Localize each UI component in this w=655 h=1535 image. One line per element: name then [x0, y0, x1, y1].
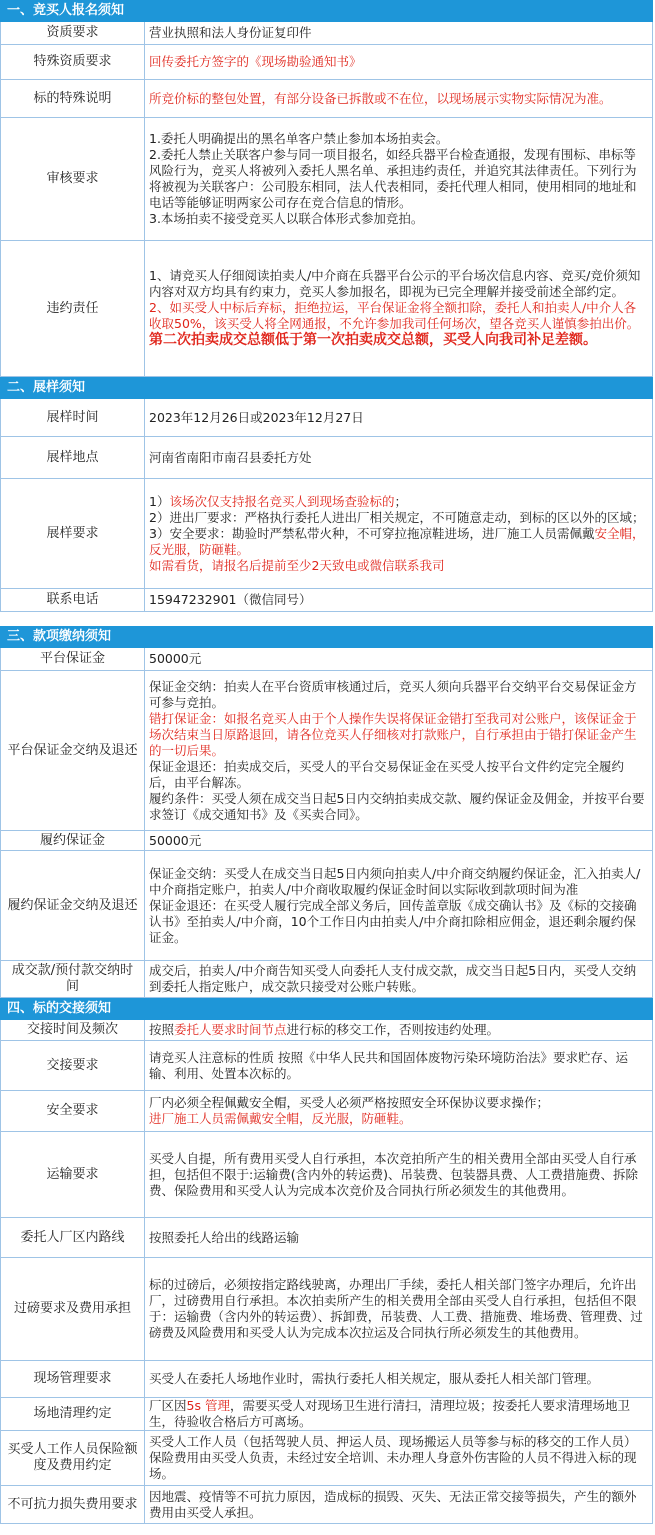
text: 进行标的移交工作，否则按违约处理。: [286, 1022, 500, 1037]
paragraph: 如需看货，请报名后提前至少2天致电或微信联系我司: [149, 557, 445, 573]
section-header-viewing: 二、展样须知: [0, 377, 653, 399]
paragraph: 2、如买受人中标后弃标，拒绝拉运，平台保证金将全额扣除，委托人和拍卖人/中介人各收取50%，该买受人将全网通报，不允许参加我司任何场次，望各竞买人谨慎参拍出价。: [149, 300, 640, 331]
row-value: 营业执照和法人身份证复印件: [149, 25, 312, 40]
paragraph: 保证金交纳：拍卖人在平台资质审核通过后，竞买人须向兵器平台交纳平台交易保证金方可参与竞拍。: [149, 678, 637, 710]
row-label: 展样地点: [1, 437, 145, 478]
paragraph: [149, 1398, 648, 1430]
table-row: [0, 479, 653, 589]
row-label: 违约责任: [1, 241, 145, 376]
table-row: [0, 22, 653, 45]
table-row: [0, 1486, 653, 1524]
row-label: 展样要求: [1, 479, 145, 588]
row-value: 因地震、疫情等不可抗力原因，造成标的损毁、灭失、无法正常交接等损失，产生的额外费用由买受人承担。: [149, 1488, 637, 1520]
paragraph: 第二次拍卖成交总额低于第一次拍卖成交总额，买受人向我司补足差额。: [149, 332, 597, 348]
table-row: [0, 1041, 653, 1091]
row-value: 按照委托人给出的线路运输: [149, 1229, 300, 1245]
table-row: [0, 851, 653, 961]
text: 厂区因: [149, 1398, 187, 1413]
row-value: 50000元: [149, 832, 202, 848]
row-label: 现场管理要求: [1, 1361, 145, 1397]
row-label: 标的特殊说明: [1, 80, 145, 117]
paragraph: 保证金退还：在买受人履行完成全部义务后，回传盖章版《成交确认书》及《标的交接确认书》至拍卖人/中介商，10个工作日内由拍卖人/中介商扣除相应佣金，退还剩余履约保证金。: [149, 897, 637, 945]
row-label: 交接时间及频次: [1, 1020, 145, 1040]
table-row: [0, 1398, 653, 1431]
row-value: 50000元: [149, 651, 202, 666]
table-row: [0, 45, 653, 80]
row-label: 运输要求: [1, 1132, 145, 1217]
row-value: 所竞价标的整包处置，有部分设备已拆散或不在位，以现场展示实物实际情况为准。: [149, 90, 612, 106]
paragraph: 履约条件：买受人须在成交当日起5日内交纳拍卖成交款、履约保证金及佣金，并按平台要求签订《成交通知书》及《买卖合同》。: [149, 790, 645, 822]
paragraph: 保证金退还：拍卖成交后，买受人的平台交易保证金在买受人按平台文件约定完全履约后，由平台解冻。: [149, 758, 625, 790]
table-row: [0, 831, 653, 851]
table-row: [0, 399, 653, 437]
table-row: [0, 437, 653, 479]
table-row: [0, 1361, 653, 1398]
row-label: 审核要求: [1, 118, 145, 240]
table-row: [0, 589, 653, 612]
table-row: [0, 961, 653, 998]
section-header-handover: 四、标的交接须知: [0, 998, 653, 1020]
table-row: [0, 118, 653, 241]
text: 3）安全要求：勘验时严禁私带火种，不可穿拉拖凉鞋进场，进厂施工人员需佩戴: [149, 525, 595, 541]
row-label: 过磅要求及费用承担: [1, 1258, 145, 1360]
row-label: 委托人厂区内路线: [1, 1218, 145, 1257]
paragraph: [149, 526, 648, 558]
row-label: 资质要求: [1, 22, 145, 44]
paragraph: 错打保证金：如报名竞买人由于个人操作失误将保证金错打至我司对公账户，该保证金于场次结束当日原路退回，请各位竞买人仔细核对打款账户，自行承担由于错打保证金产生的一切后果。: [149, 710, 637, 758]
table-row: [0, 1020, 653, 1041]
row-value: 买受人自提，所有费用买受人自行承担，本次竞拍所产生的相关费用全部由买受人自行承担，包括但不限于:运输费(含内外的转运费)、吊装费、包装器具费、人工费措施费、拆除费、保险费用和买受人认为完成本次竞价及合同执行所必须发生的其他费用。: [149, 1150, 638, 1198]
row-label: 联系电话: [1, 589, 145, 611]
row-value: [145, 851, 652, 960]
text-highlight: 5s 管理: [186, 1398, 230, 1413]
table-row: [0, 648, 653, 671]
row-label: 安全要求: [1, 1091, 145, 1131]
row-label: 平台保证金交纳及退还: [1, 671, 145, 830]
row-value: [145, 241, 652, 376]
row-label: 平台保证金: [1, 648, 145, 670]
row-label: 交接要求: [1, 1041, 145, 1090]
row-label: 场地清理约定: [1, 1398, 145, 1430]
row-value: 买受人工作人员（包括驾驶人员、押运人员、现场搬运人员等参与标的移交的工作人员）保险费用由买受人负责，未经过安全培训、未办理人身意外伤害险的人员不得进入标的现场。: [149, 1434, 637, 1481]
text-highlight: 委托人要求时间节点: [174, 1022, 287, 1037]
row-value: [145, 1091, 652, 1131]
section-header-bidder-registration: 一、竞买人报名须知: [0, 0, 653, 22]
paragraph: [149, 1022, 648, 1038]
table-row: [0, 671, 653, 831]
paragraph: 3.本场拍卖不接受竞买人以联合体形式参加竞拍。: [149, 211, 424, 226]
row-label: 特殊资质要求: [1, 45, 145, 79]
text-highlight: 该场次仅支持报名竞买人到现场查验标的: [169, 493, 395, 509]
row-value: [145, 118, 652, 240]
row-value: [145, 671, 652, 830]
table-row: [0, 1431, 653, 1486]
row-label: 展样时间: [1, 399, 145, 436]
text-highlight: 安全帽，反光服，防砸鞋。: [149, 525, 645, 557]
row-value: [145, 479, 652, 588]
row-label: 买受人工作人员保险额度及费用约定: [1, 1431, 145, 1485]
paragraph: 1.委托人明确提出的黑名单客户禁止参加本场拍卖会。: [149, 131, 449, 146]
table-row: [0, 1091, 653, 1132]
row-value: [145, 1020, 652, 1040]
table-row: [0, 80, 653, 118]
section-header-payment: 三、款项缴纳须知: [0, 626, 653, 648]
text: 1）: [149, 493, 170, 509]
paragraph: 进厂施工人员需佩戴安全帽，反光服，防砸鞋。: [149, 1111, 412, 1126]
table-row: [0, 1218, 653, 1258]
table-row: [0, 241, 653, 377]
row-value: 回传委托方签字的《现场勘验通知书》: [149, 54, 362, 69]
paragraph: 保证金交纳：买受人在成交当日起5日内须向拍卖人/中介商交纳履约保证金，汇入拍卖人/中介商指定账户，拍卖人/中介商收取履约保证金时间以实际收到款项时间为准: [149, 865, 641, 897]
paragraph: 厂内必须全程佩戴安全帽，买受人必须严格按照安全环保协议要求操作；: [149, 1095, 550, 1110]
row-value: 成交后，拍卖人/中介商告知买受人向委托人支付成交款，成交当日起5日内，买受人交纳到委托人指定账户，成交款只接受对公账户转账。: [149, 963, 637, 994]
paragraph: 1、请竞买人仔细阅读拍卖人/中介商在兵器平台公示的平台场次信息内容、竞买/竞价须知内容对双方均具有约束力，竞买人参加报名，即视为已完全理解并接受前述全部约定。: [149, 268, 641, 299]
row-value: 河南省南阳市南召县委托方处: [149, 449, 312, 465]
phone-value: 15947232901（微信同号）: [149, 592, 312, 607]
row-label: 不可抗力损失费用要求: [1, 1486, 145, 1523]
row-value: 标的过磅后，必须按指定路线驶离，办理出厂手续，委托人相关部门签字办理后，允许出厂，过磅费用自行承担。本次拍卖所产生的相关费用全部由买受人自行承担，包括但不限于：运输费（含内外的转运费）、拆卸费，吊装费、人工费、措施费、堆场费、管理费、过磅费及风险费用和买受人认为完成本次拉运及合同执行所必须发生的其他费用。: [149, 1277, 643, 1340]
table-row: [0, 1132, 653, 1218]
row-value: [145, 1398, 652, 1430]
row-value: 2023年12月26日或2023年12月27日: [149, 409, 364, 425]
text: ，需要买受人对现场卫生进行清扫，清理垃圾；按委托人要求清理场地卫生，待验收合格后方可离场。: [149, 1398, 630, 1429]
text: ；: [394, 493, 407, 509]
paragraph: [149, 494, 648, 510]
row-value: 买受人在委托人场地作业时，需执行委托人相关规定，服从委托人相关部门管理。: [149, 1371, 600, 1386]
paragraph: 2）进出厂要求：严格执行委托人进出厂相关规定，不可随意走动，到标的区以外的区域；: [149, 509, 645, 525]
paragraph: 2.委托人禁止关联客户参与同一项目报名，如经兵器平台检查通报，发现有围标、串标等风险行为，竞买人将被列入委托人黑名单、承担违约责任，并追究其法律责任。下列行为将被视为关联客户：公司股东相同，法人代表相同，委托代理人相同，使用相同的地址和电话等能够证明两家公司存在竞合信息的情形。: [149, 147, 637, 210]
row-label: 履约保证金: [1, 831, 145, 850]
text: 按照: [149, 1022, 175, 1037]
row-label: 履约保证金交纳及退还: [1, 851, 145, 960]
row-label: 成交款/预付款交纳时间: [1, 961, 145, 997]
row-value: 请竞买人注意标的性质 按照《中华人民共和国固体废物污染环境防治法》要求贮存、运输、利用、处置本次标的。: [149, 1049, 628, 1081]
table-row: [0, 1258, 653, 1361]
